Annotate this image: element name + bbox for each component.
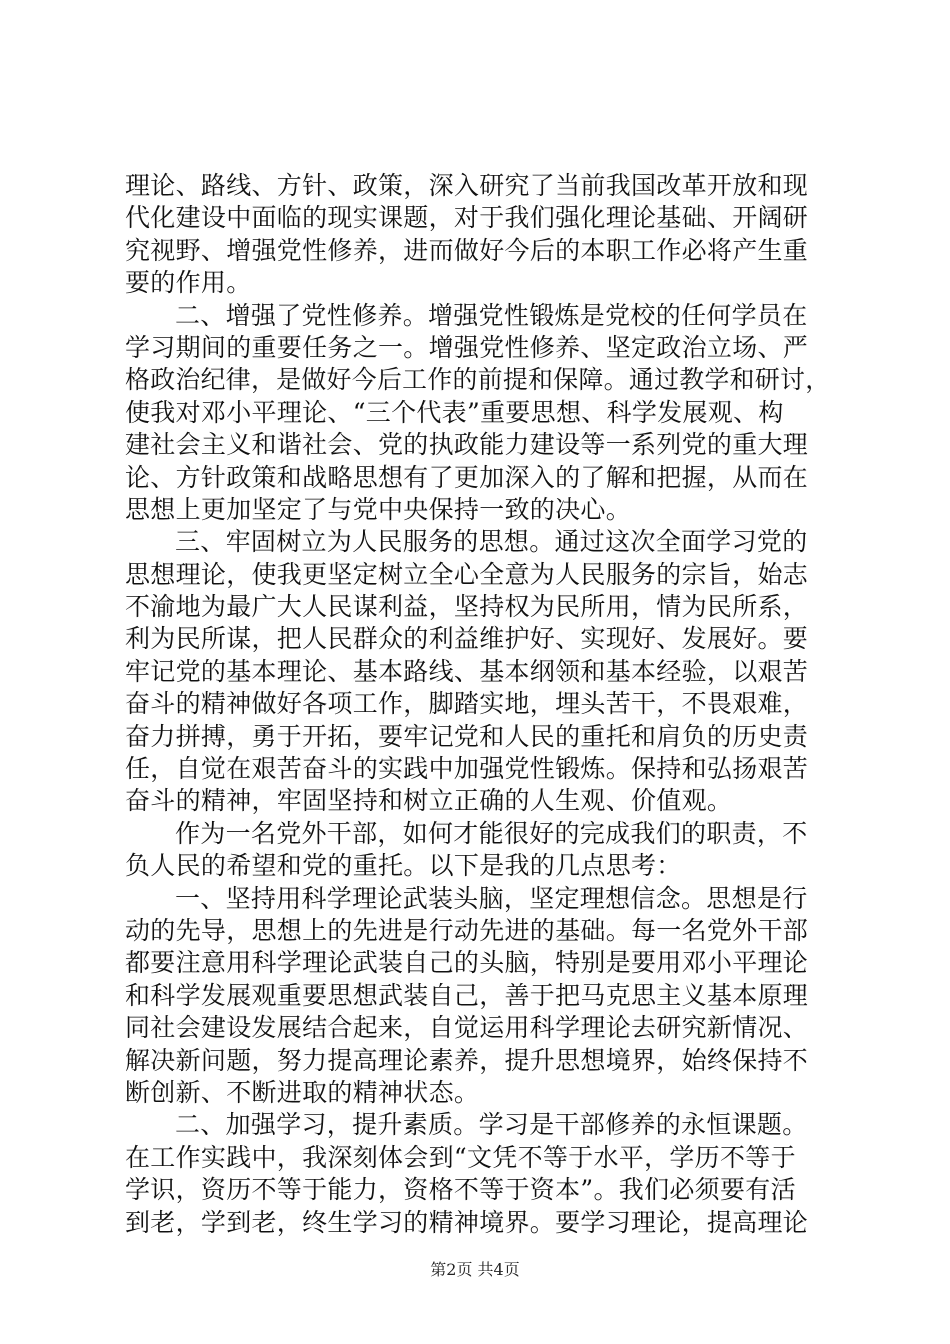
text-line: 牢记党的基本理论、基本路线、基本纲领和基本经验，以艰苦 xyxy=(125,656,809,686)
text-line: 在工作实践中，我深刻体会到“文凭不等于水平，学历不等于 xyxy=(125,1142,796,1172)
text-line: 学习期间的重要任务之一。增强党性修养、坚定政治立场、严 xyxy=(125,332,809,362)
text-line: 同社会建设发展结合起来，自觉运用科学理论去研究新情况、 xyxy=(125,1013,809,1043)
text-line: 思想理论，使我更坚定树立全心全意为人民服务的宗旨，始志 xyxy=(125,559,809,589)
text-line: 负人民的希望和党的重托。以下是我的几点思考： xyxy=(125,851,682,881)
text-line: 代化建设中面临的现实课题，对于我们强化理论基础、开阔研 xyxy=(125,203,809,233)
text-line: 奋斗的精神做好各项工作，脚踏实地，埋头苦干，不畏艰难， xyxy=(125,689,809,719)
text-line: 和科学发展观重要思想武装自己，善于把马克思主义基本原理 xyxy=(125,980,809,1010)
text-line: 三、牢固树立为人民服务的思想。通过这次全面学习党的 xyxy=(175,527,808,557)
text-line: 二、加强学习，提升素质。学习是干部修养的永恒课题。 xyxy=(175,1110,808,1140)
text-line: 奋力拼搏，勇于开拓，要牢记党和人民的重托和肩负的历史责 xyxy=(125,721,809,751)
text-line: 不渝地为最广大人民谋利益，坚持权为民所用，情为民所系， xyxy=(125,592,809,622)
text-line: 解决新问题，努力提高理论素养，提升思想境界，始终保持不 xyxy=(125,1045,809,1075)
text-line: 任，自觉在艰苦奋斗的实践中加强党性锻炼。保持和弘扬艰苦 xyxy=(125,754,809,784)
text-line: 断创新、不断进取的精神状态。 xyxy=(125,1077,480,1107)
text-line: 格政治纪律，是做好今后工作的前提和保障。通过教学和研讨， xyxy=(125,365,831,395)
text-line: 奋斗的精神，牢固坚持和树立正确的人生观、价值观。 xyxy=(125,786,733,816)
text-line: 理论、路线、方针、政策，深入研究了当前我国改革开放和现 xyxy=(125,171,809,200)
text-line: 要的作用。 xyxy=(125,268,252,298)
text-line: 利为民所谋，把人民群众的利益维护好、实现好、发展好。要 xyxy=(125,624,809,654)
text-line: 都要注意用科学理论武装自己的头脑，特别是要用邓小平理论 xyxy=(125,948,809,978)
page-number-footer: 第2页 共4页 xyxy=(430,1260,520,1279)
text-line: 究视野、增强党性修养，进而做好今后的本职工作必将产生重 xyxy=(125,235,809,265)
text-line: 二、增强了党性修养。增强党性锻炼是党校的任何学员在 xyxy=(175,300,808,330)
text-line: 动的先导，思想上的先进是行动先进的基础。每一名党外干部 xyxy=(125,915,809,945)
text-line: 使我对邓小平理论、“三个代表”重要思想、科学发展观、构 xyxy=(125,397,784,427)
text-line: 一、坚持用科学理论武装头脑，坚定理想信念。思想是行 xyxy=(175,883,808,913)
text-line: 论、方针政策和战略思想有了更加深入的了解和把握，从而在 xyxy=(125,462,809,492)
text-line: 建社会主义和谐社会、党的执政能力建设等一系列党的重大理 xyxy=(125,430,809,460)
text-line: 作为一名党外干部，如何才能很好的完成我们的职责，不 xyxy=(175,818,808,848)
text-line: 到老，学到老，终生学习的精神境界。要学习理论，提高理论 xyxy=(125,1207,809,1237)
document-body xyxy=(125,170,830,1239)
text-line: 学识，资历不等于能力，资格不等于资本”。我们必须要有活 xyxy=(125,1175,796,1205)
text-line: 思想上更加坚定了与党中央保持一致的决心。 xyxy=(125,494,632,524)
